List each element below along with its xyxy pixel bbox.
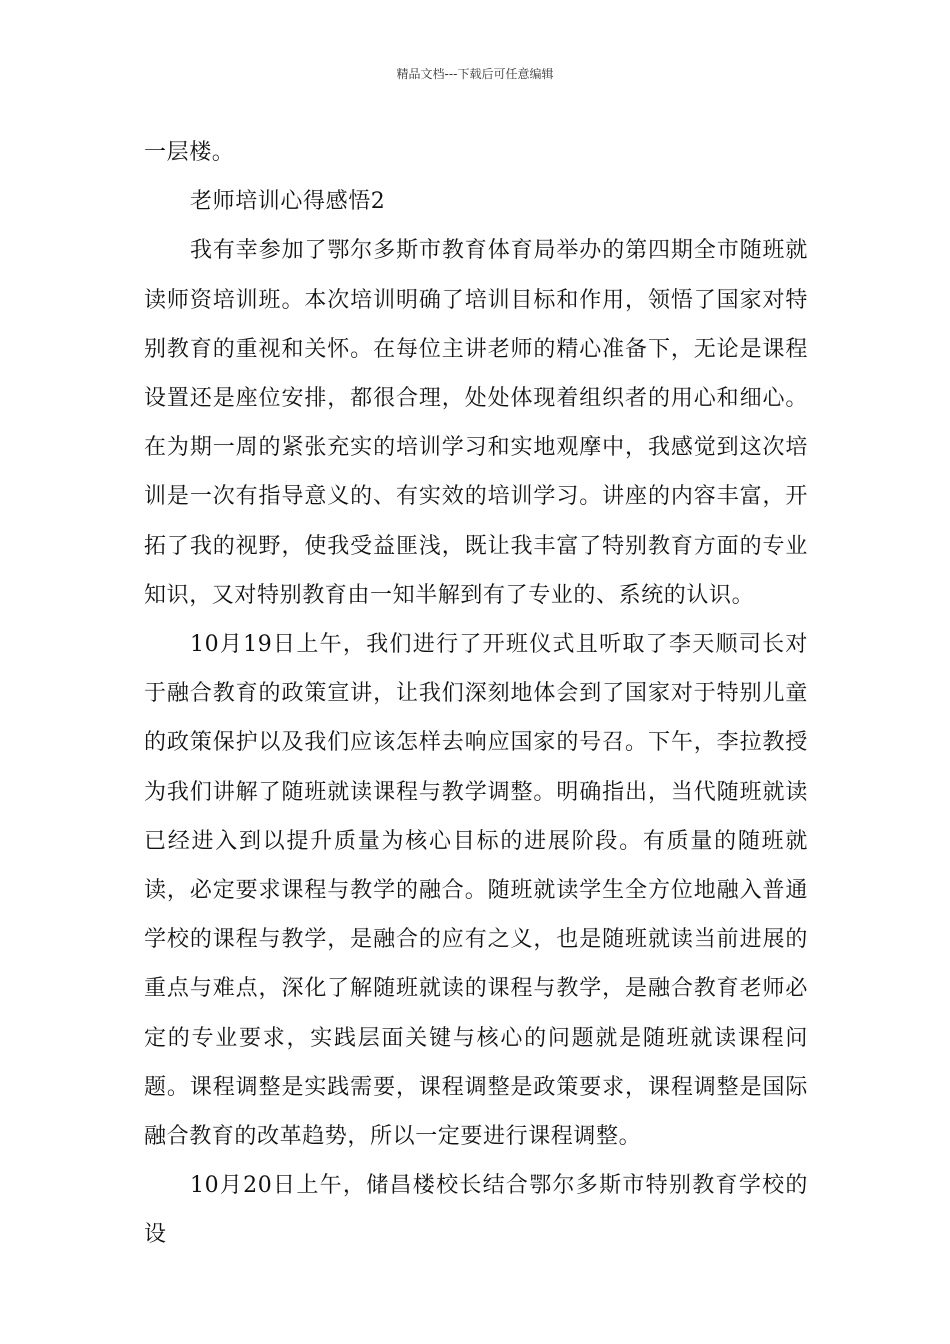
paragraph-continuation: 一层楼。: [144, 140, 235, 165]
paragraph-intro: 我有幸参加了鄂尔多斯市教育体育局举办的第四期全市随班就读师资培训班。本次培训明确了培训目标和作用，领悟了国家对特别教育的重视和关怀。在每位主讲老师的精心准备下，无论是课程设置还是座位安排，都很合理，处处体现着组织者的用心和细心。在为期一周的紧张充实的培训学习和实地观摩中，我感觉到这次培训是一次有指导意义的、有实效的培训学习。讲座的内容丰富，开拓了我的视野，使我受益匪浅，既让我丰富了特别教育方面的专业知识，又对特别教育由一知半解到有了专业的、系统的认识。: [144, 238, 808, 608]
paragraph-oct-19: 10月19日上午，我们进行了开班仪式且听取了李天顺司长对于融合教育的政策宣讲，让我们深刻地体会到了国家对于特别儿童的政策保护以及我们应该怎样去响应国家的号召。下午，李拉教授为我们讲解了随班就读课程与教学调整。明确指出，当代随班就读已经进入到以提升质量为核心目标的进展阶段。有质量的随班就读，必定要求课程与教学的融合。随班就读学生全方位地融入普通学校的课程与教学，是融合的应有之义，也是随班就读当前进展的重点与难点，深化了解随班就读的课程与教学，是融合教育老师必定的专业要求，实践层面关键与核心的问题就是随班就读课程问题。课程调整是实践需要，课程调整是政策要求，课程调整是国际融合教育的改革趋势，所以一定要进行课程调整。: [144, 632, 808, 1150]
section-title: 老师培训心得感悟2: [190, 189, 386, 215]
document-body: [144, 128, 808, 1260]
paragraph-oct-20: 10月20日上午，储昌楼校长结合鄂尔多斯市特别教育学校的设: [144, 1173, 808, 1248]
page-header: 精品文档---下载后可任意编辑: [396, 67, 554, 81]
